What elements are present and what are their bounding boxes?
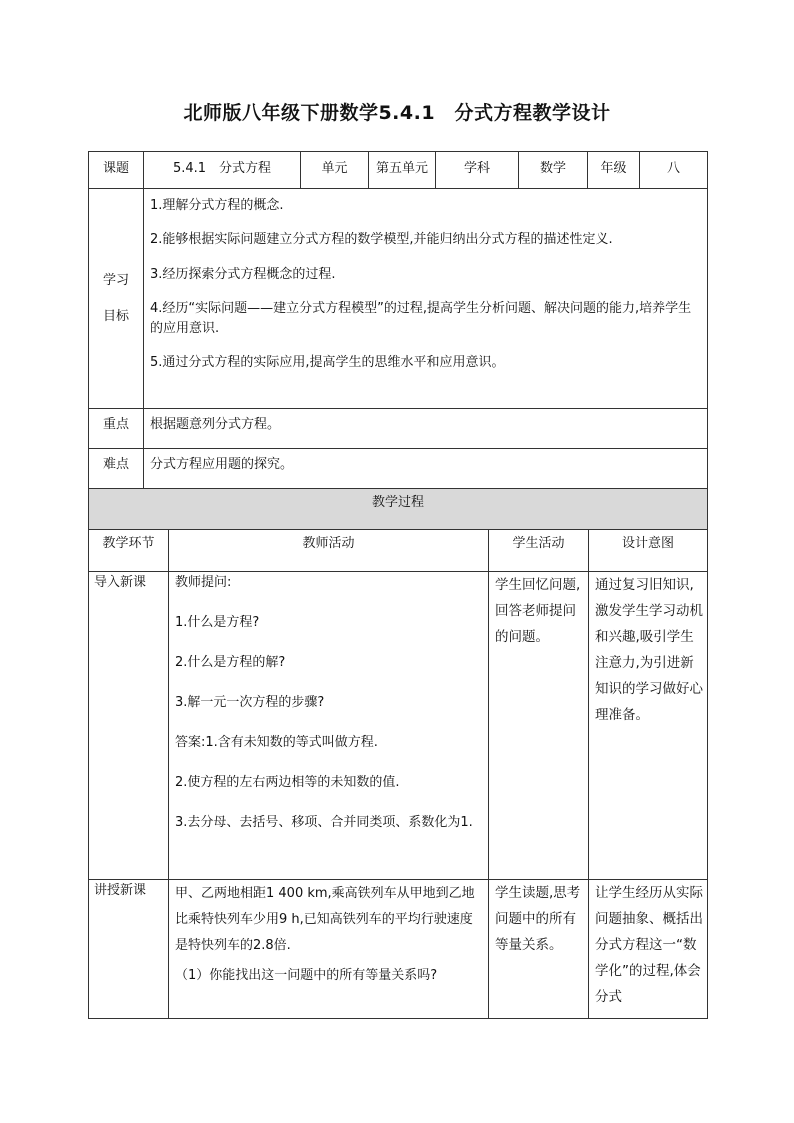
column-header-intent: 设计意图 [589, 530, 708, 572]
difficulty-row [89, 449, 708, 489]
teacher-line: （1）你能找出这一问题中的所有等量关系吗? [175, 968, 438, 983]
teacher-line: 1.什么是方程? [175, 615, 260, 630]
lesson-label: 课题 [89, 152, 144, 189]
lesson-info-table [88, 151, 708, 489]
unit-value: 第五单元 [369, 152, 436, 189]
objectives-label-line2: 目标 [102, 308, 129, 324]
difficulty-label: 难点 [89, 449, 144, 489]
teaching-process-table [88, 488, 708, 1019]
subject-label: 学科 [436, 152, 519, 189]
teacher-activity-cell [169, 880, 489, 1019]
design-intent-cell: 让学生经历从实际问题抽象、概括出分式方程这一“数学化”的过程,体会分式 [589, 880, 708, 1019]
teacher-line: 3.解一元一次方程的步骤? [175, 695, 325, 710]
column-header-student: 学生活动 [489, 530, 589, 572]
stage-cell: 讲授新课 [89, 880, 169, 1019]
objectives-content [144, 189, 708, 409]
process-section-row [89, 489, 708, 530]
stage-cell: 导入新课 [89, 572, 169, 880]
objectives-row [89, 189, 708, 409]
objective-item: 4.经历“实际问题——建立分式方程模型”的过程,提高学生分析问题、解决问题的能力,培养学生的应用意识. [150, 301, 692, 336]
grade-label: 年级 [588, 152, 640, 189]
teacher-activity-cell [169, 572, 489, 880]
teacher-line: 甲、乙两地相距1 400 km,乘高铁列车从甲地到乙地比乘特快列车少用9 h,已知高铁列车的平均行驶速度是特快列车的2.8倍. [175, 886, 475, 953]
grade-value: 八 [640, 152, 708, 189]
student-activity-cell: 学生回忆问题,回答老师提问的问题。 [489, 572, 589, 880]
objectives-label [89, 189, 144, 409]
document-title: 北师版八年级下册数学5.4.1 分式方程教学设计 [183, 102, 611, 124]
objective-item: 5.通过分式方程的实际应用,提高学生的思维水平和应用意识。 [150, 355, 505, 370]
teacher-line: 3.去分母、去括号、移项、合并同类项、系数化为1. [175, 815, 473, 830]
design-intent-cell: 通过复习旧知识,激发学生学习动机和兴趣,吸引学生注意力,为引进新知识的学习做好心理准备。 [589, 572, 708, 880]
lesson-header-row [89, 152, 708, 189]
unit-label: 单元 [301, 152, 369, 189]
teacher-line: 答案:1.含有未知数的等式叫做方程. [175, 735, 378, 750]
teacher-line: 2.什么是方程的解? [175, 655, 286, 670]
key-point-value: 根据题意列分式方程。 [144, 409, 708, 449]
objective-item: 2.能够根据实际问题建立分式方程的数学模型,并能归纳出分式方程的描述性定义. [150, 232, 613, 247]
subject-value: 数学 [519, 152, 588, 189]
column-header-stage: 教学环节 [89, 530, 169, 572]
process-row-intro [89, 572, 708, 880]
process-row-new-lesson [89, 880, 708, 1019]
teacher-line: 2.使方程的左右两边相等的未知数的值. [175, 775, 400, 790]
objectives-label-line1: 学习 [102, 272, 129, 288]
teacher-line: 教师提问: [175, 575, 232, 590]
column-header-teacher: 教师活动 [169, 530, 489, 572]
process-section-title: 教学过程 [89, 489, 708, 530]
key-point-label: 重点 [89, 409, 144, 449]
key-point-row [89, 409, 708, 449]
lesson-value: 5.4.1 分式方程 [144, 152, 301, 189]
objective-item: 3.经历探索分式方程概念的过程. [150, 267, 336, 282]
difficulty-value: 分式方程应用题的探究。 [144, 449, 708, 489]
process-column-header-row [89, 530, 708, 572]
student-activity-cell: 学生读题,思考问题中的所有等量关系。 [489, 880, 589, 1019]
objective-item: 1.理解分式方程的概念. [150, 198, 284, 213]
